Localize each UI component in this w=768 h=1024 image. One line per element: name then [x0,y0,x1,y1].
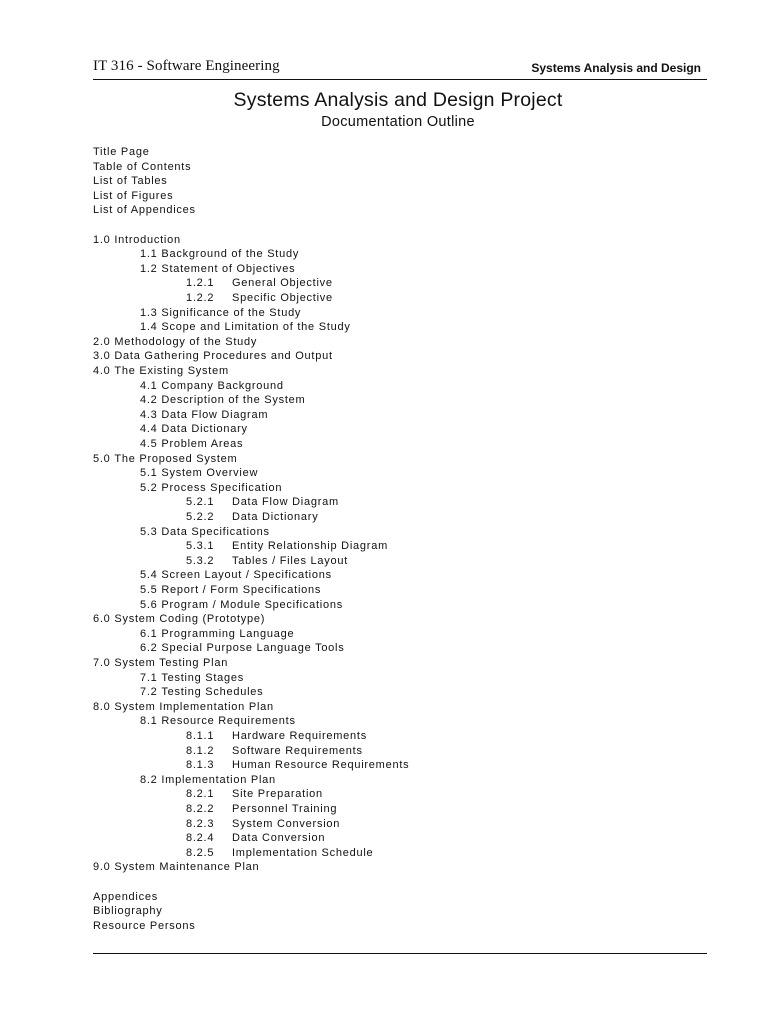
back-matter-item: Resource Persons [93,919,196,932]
outline-item-text: Human Resource Requirements [232,759,410,772]
outline-item-level-3 [186,495,339,509]
outline-item-text: General Objective [232,277,333,290]
outline-item-number: 1.2 [140,262,158,275]
outline-item-number: 7.1 [140,671,158,684]
outline-item-number: 4.1 [140,379,158,392]
page-subtitle: Documentation Outline [321,114,475,130]
outline-item-text: System Conversion [232,817,341,830]
outline-item-text: Report / Form Specifications [161,584,322,596]
outline-item-number: 4.4 [140,423,158,436]
outline-item-number: 8.2.4 [186,832,215,845]
outline-item-number: 8.2.2 [186,803,215,815]
outline-item-number: 6.0 [93,613,111,626]
outline-item-text: Entity Relationship Diagram [232,540,388,553]
outline-item-number: 7.2 [140,686,158,699]
outline-item-text: Specific Objective [232,292,333,304]
page-title: Systems Analysis and Design Project [233,89,563,111]
outline-item-text: Data Dictionary [161,423,248,436]
outline-item-text: Background of the Study [161,248,300,261]
outline-item-text: Data Dictionary [232,511,319,523]
outline-item-number: 7.0 [93,657,111,669]
outline-item-level-3 [186,744,363,758]
outline-item-text: Data Flow Diagram [232,496,339,509]
outline-item-level-2 [140,568,332,582]
outline-item-text: Problem Areas [161,438,244,450]
outline-item-number: 1.0 [93,233,111,246]
outline-item-number: 8.2.1 [186,788,215,801]
front-matter-item: Table of Contents [93,160,192,173]
outline-item-text: Tables / Files Layout [232,554,349,567]
front-matter-item: Title Page [93,146,150,158]
outline-item-text: System Maintenance Plan [114,861,260,874]
back-matter-item: Appendices [93,890,158,903]
outline-item-level-1 [93,364,229,378]
outline-item-text: Data Flow Diagram [161,408,269,421]
outline-item-text: The Existing System [114,365,229,377]
outline-item-level-1 [93,452,237,466]
outline-item-number: 2.0 [93,335,111,348]
outline-item-number: 9.0 [93,861,111,874]
outline-item-number: 1.3 [140,306,158,319]
header-topic: Systems Analysis and Design [531,61,701,75]
outline-item-level-2 [140,379,284,393]
outline-item-level-1 [93,335,257,349]
outline-item-level-2 [140,671,244,685]
outline-item-text: Data Specifications [161,525,270,538]
outline-item-level-3 [186,787,323,801]
outline-item-level-2 [140,422,248,436]
outline-item-text: System Testing Plan [114,657,229,669]
outline-item-text: System Coding (Prototype) [114,613,266,626]
outline-item-number: 5.3 [140,525,158,538]
outline-item-number: 1.2.2 [186,292,215,304]
outline-item-number: 4.0 [93,365,111,377]
outline-item-level-2 [140,714,296,728]
outline-item-level-3 [186,831,325,845]
outline-item-number: 5.2.1 [186,496,215,509]
outline-item-text: The Proposed System [114,452,238,465]
outline-item-text: Screen Layout / Specifications [161,569,332,582]
outline-item-text: Resource Requirements [161,715,296,728]
outline-item-level-2 [140,598,343,612]
outline-item-text: Site Preparation [232,788,323,801]
outline-item-text: Methodology of the Study [114,335,258,348]
outline-item-level-2 [140,262,295,276]
outline-item-text: Data Conversion [232,832,326,845]
outline-item-number: 5.2 [140,481,158,494]
outline-item-number: 8.2.5 [186,846,215,859]
outline-item-level-2 [140,306,301,320]
outline-item-number: 8.1.1 [186,730,215,742]
outline-item-text: Implementation Schedule [232,846,374,859]
outline-item-text: Testing Schedules [161,686,264,699]
outline-item-level-3 [186,291,333,305]
outline-item-number: 1.4 [140,321,158,334]
outline-item-text: Company Background [161,379,284,392]
outline-item-text: Software Requirements [232,744,363,757]
outline-item-level-2 [140,583,321,597]
outline-item-level-2 [140,641,345,655]
outline-item-level-3 [186,758,409,772]
front-matter-item: List of Figures [93,189,174,202]
outline-item-level-1 [93,233,181,247]
outline-item-text: Data Gathering Procedures and Output [114,350,333,363]
outline-item-text: Description of the System [161,394,306,407]
outline-item-level-2 [140,408,268,422]
outline-item-number: 4.3 [140,408,158,421]
outline-item-level-2 [140,393,305,407]
outline-item-text: Scope and Limitation of the Study [161,321,351,334]
outline-item-number: 8.1.3 [186,759,215,772]
outline-item-text: Program / Module Specifications [161,598,343,611]
outline-item-level-2 [140,437,243,451]
outline-item-number: 3.0 [93,350,111,363]
outline-item-number: 6.2 [140,642,158,655]
outline-item-level-2 [140,320,351,334]
outline-item-text: Implementation Plan [161,773,276,786]
outline-item-text: Special Purpose Language Tools [161,642,345,655]
outline-item-text: Testing Stages [161,671,245,684]
outline-item-number: 5.3.2 [186,554,215,567]
outline-item-number: 5.2.2 [186,511,215,523]
outline-item-number: 8.2.3 [186,817,215,830]
footer-rule [93,953,707,954]
outline-item-level-3 [186,846,373,860]
outline-item-number: 8.1.2 [186,744,215,757]
outline-item-level-3 [186,510,318,524]
outline-item-text: System Overview [161,467,259,480]
outline-item-level-3 [186,539,388,553]
outline-item-number: 5.4 [140,569,158,582]
outline-item-number: 1.1 [140,248,158,261]
outline-item-level-2 [140,627,294,641]
outline-item-text: Programming Language [161,627,295,640]
outline-item-number: 8.0 [93,700,111,713]
outline-item-text: Process Specification [161,481,283,494]
outline-item-number: 8.1 [140,715,158,728]
outline-item-number: 5.6 [140,598,158,611]
outline-item-number: 6.1 [140,627,158,640]
outline-item-level-2 [140,481,282,495]
outline-item-number: 4.2 [140,394,158,407]
front-matter-item: List of Appendices [93,204,196,217]
outline-item-text: Introduction [114,233,181,246]
outline-item-level-2 [140,525,270,539]
outline-item-level-3 [186,554,348,568]
outline-item-number: 8.2 [140,773,158,786]
outline-item-text: Statement of Objectives [161,262,296,275]
front-matter-item: List of Tables [93,175,168,188]
outline-item-number: 1.2.1 [186,277,215,290]
outline-item-number: 5.3.1 [186,540,215,553]
outline-item-level-1 [93,860,259,874]
outline-item-number: 5.0 [93,452,111,465]
back-matter-item: Bibliography [93,905,163,918]
header-course: IT 316 - Software Engineering [93,58,280,74]
outline-item-level-2 [140,773,276,787]
outline-item-level-3 [186,276,333,290]
outline-item-level-3 [186,729,367,743]
outline-item-level-3 [186,817,340,831]
outline [93,0,707,1024]
outline-item-level-2 [140,685,263,699]
outline-item-text: Significance of the Study [161,306,302,319]
outline-item-text: Hardware Requirements [232,730,367,742]
outline-item-level-3 [186,802,337,816]
outline-item-level-1 [93,349,333,363]
outline-item-level-1 [93,656,228,670]
outline-item-number: 4.5 [140,438,158,450]
outline-item-number: 5.1 [140,467,158,480]
outline-item-text: Personnel Training [232,803,338,815]
outline-item-level-1 [93,612,265,626]
outline-item-text: System Implementation Plan [114,700,274,713]
outline-item-level-2 [140,466,258,480]
outline-item-level-1 [93,700,274,714]
outline-item-number: 5.5 [140,584,158,596]
outline-item-level-2 [140,247,299,261]
